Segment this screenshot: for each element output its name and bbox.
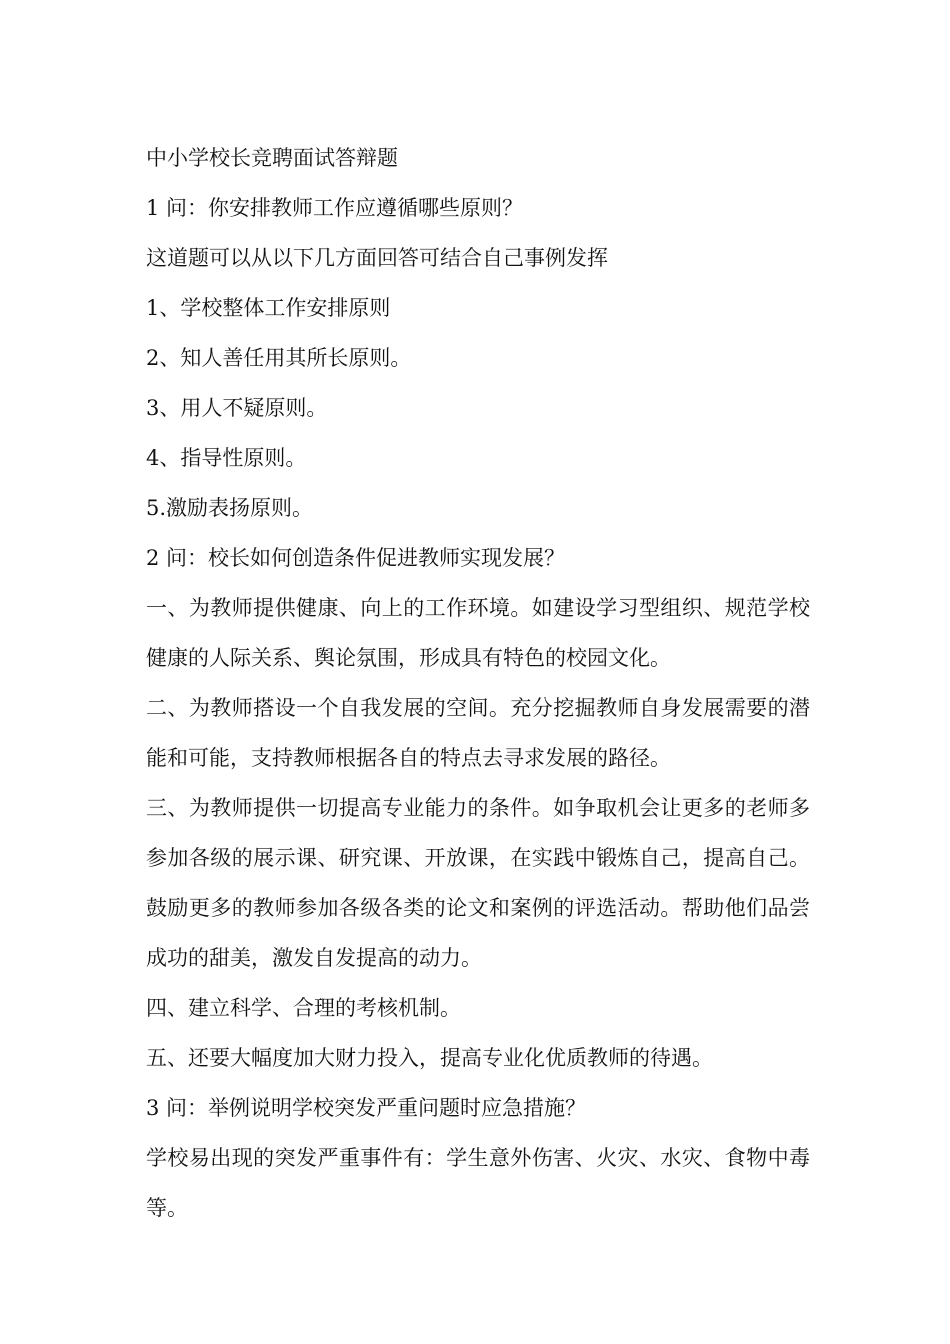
document-title: 中小学校长竞聘面试答辩题 bbox=[146, 146, 398, 170]
answer-paragraph: 五、还要大幅度加大财力投入，提高专业化优质教师的待遇。 bbox=[146, 1046, 713, 1070]
answer-intro: 这道题可以从以下几方面回答可结合自己事例发挥 bbox=[146, 246, 608, 270]
answer-paragraph: 二、为教师搭设一个自我发展的空间。充分挖掘教师自身发展需要的潜能和可能，支持教师根据各自的特点去寻求发展的路径。 bbox=[146, 696, 810, 770]
question-2: 2 问：校长如何创造条件促进教师实现发展？ bbox=[146, 546, 566, 570]
principle-item: 4、指导性原则。 bbox=[146, 446, 307, 470]
question-1: 1 问：你安排教师工作应遵循哪些原则？ bbox=[146, 196, 524, 220]
answer-paragraph: 一、为教师提供健康、向上的工作环境。如建设学习型组织、规范学校健康的人际关系、舆论氛围，形成具有特色的校园文化。 bbox=[146, 596, 810, 670]
document-body bbox=[146, 133, 810, 1233]
principle-item: 5.激励表扬原则。 bbox=[146, 496, 314, 520]
question-3: 3 问：举例说明学校突发严重问题时应急措施？ bbox=[146, 1096, 587, 1120]
principle-item: 2、知人善任用其所长原则。 bbox=[146, 346, 412, 370]
principle-item: 3、用人不疑原则。 bbox=[146, 396, 328, 420]
principle-item: 1、学校整体工作安排原则 bbox=[146, 296, 391, 320]
answer-paragraph: 学校易出现的突发严重事件有：学生意外伤害、火灾、水灾、食物中毒等。 bbox=[146, 1146, 810, 1220]
answer-paragraph: 四、建立科学、合理的考核机制。 bbox=[146, 996, 461, 1020]
answer-paragraph: 三、为教师提供一切提高专业能力的条件。如争取机会让更多的老师多参加各级的展示课、研究课、开放课，在实践中锻炼自己，提高自己。鼓励更多的教师参加各级各类的论文和案例的评选活动。帮助他们品尝成功的甜美，激发自发提高的动力。 bbox=[146, 796, 810, 970]
